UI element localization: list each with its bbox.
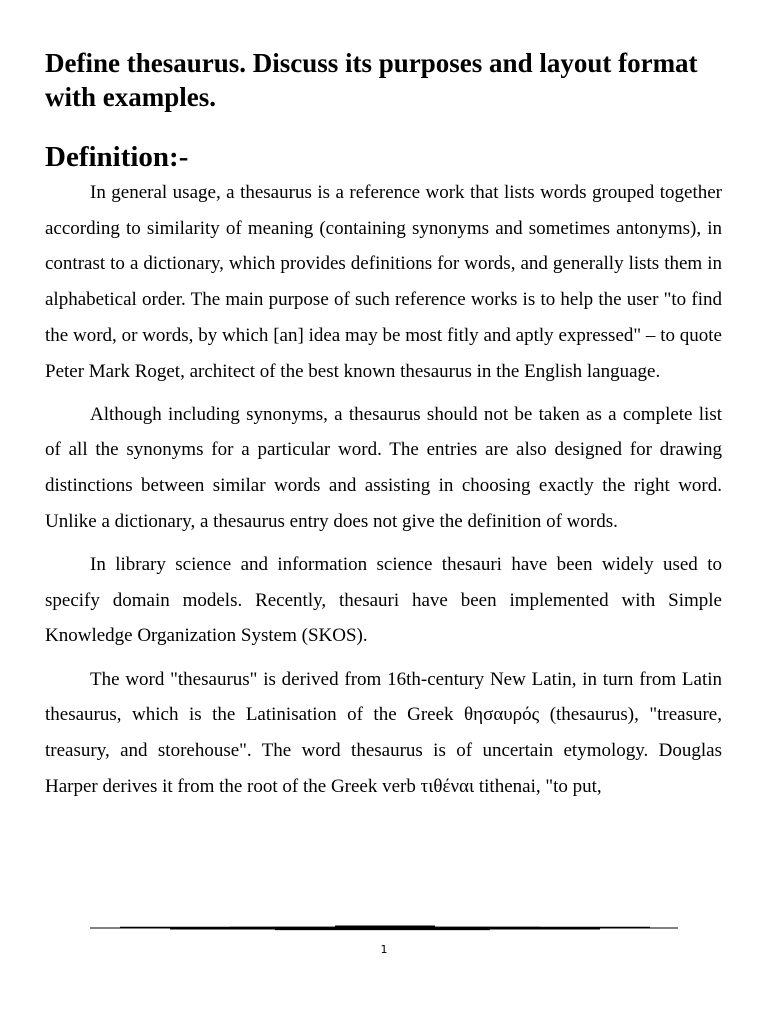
definition-heading: Definition:- bbox=[45, 141, 189, 173]
paragraph-etymology: The word "thesaurus" is derived from 16th-century New Latin, in turn from Latin thesaurus, which is the Latinisation of the Greek θησαυρός (thesaurus), "treasure, treasury, and storehouse". The word thesaurus is of uncertain etymology. Douglas Harper derives it from the root of the Greek verb τιθέναι tithenai, "to put, bbox=[45, 668, 722, 797]
body-text bbox=[45, 175, 722, 812]
paragraph-synonyms: Although including synonyms, a thesaurus should not be taken as a complete list of all the synonyms for a particular word. The entries are also designed for drawing distinctions between similar words and assisting in choosing exactly the right word. Unlike a dictionary, a thesaurus entry does not give the definition of words. bbox=[45, 403, 722, 532]
footer-divider bbox=[90, 918, 678, 934]
paragraph-general-usage: In general usage, a thesaurus is a reference work that lists words grouped together according to similarity of meaning (containing synonyms and sometimes antonyms), in contrast to a dictionary, which provides definitions for words, and generally lists them in alphabetical order. The main purpose of such reference works is to help the user "to find the word, or words, by which [an] idea may be most fitly and aptly expressed" – to quote Peter Mark Roget, architect of the best known thesaurus in the English language. bbox=[45, 182, 722, 382]
paragraph-library-science: In library science and information science thesauri have been widely used to specify domain models. Recently, thesauri have been implemented with Simple Knowledge Organization System (SKOS). bbox=[45, 554, 722, 647]
question-title: Define thesaurus. Discuss its purposes and layout format with examples. bbox=[45, 48, 698, 112]
page-number: 1 bbox=[380, 943, 388, 956]
